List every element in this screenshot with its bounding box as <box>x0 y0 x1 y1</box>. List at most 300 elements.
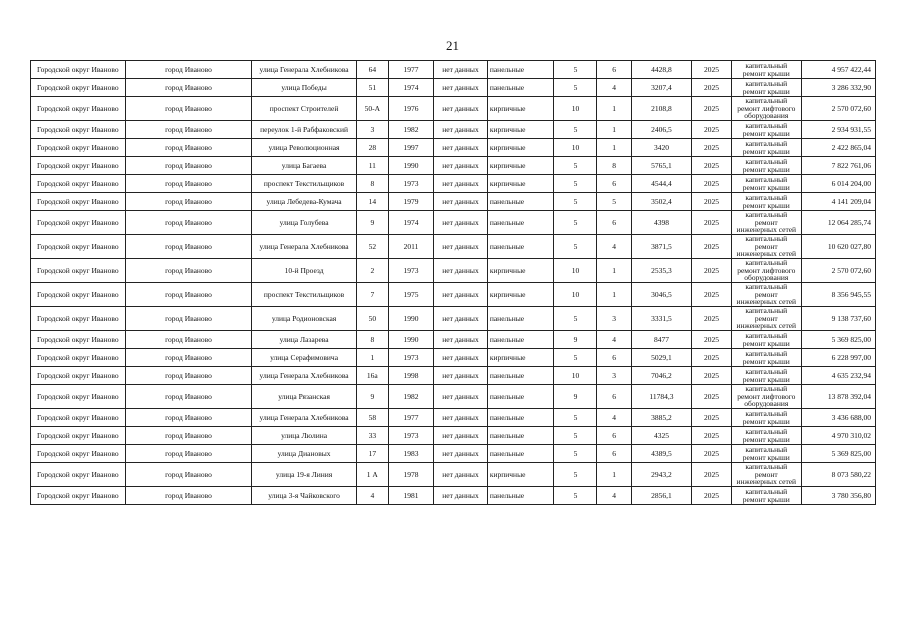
table-row <box>31 79 876 97</box>
page-number: 21 <box>446 38 459 53</box>
area-cell: 3420 <box>631 139 691 157</box>
street-cell: улица Багаева <box>252 157 356 175</box>
floors-cell: 10 <box>554 259 597 283</box>
area-cell: 3502,4 <box>631 193 691 211</box>
wall-material-cell: панельные <box>487 61 554 79</box>
table-row <box>31 463 876 487</box>
cost-cell: 8 073 580,22 <box>801 463 875 487</box>
street-cell: улица Революционная <box>252 139 356 157</box>
area-cell: 7046,2 <box>631 367 691 385</box>
entrances-cell: 4 <box>597 487 631 505</box>
work-type-cell: капитальный ремонт крыши <box>731 79 801 97</box>
house-number-cell: 64 <box>356 61 388 79</box>
work-type-cell: капитальный ремонт крыши <box>731 349 801 367</box>
wall-material-cell: панельные <box>487 331 554 349</box>
floors-cell: 5 <box>554 193 597 211</box>
commissioning-cell: нет данных <box>434 367 488 385</box>
cost-cell: 2 934 931,55 <box>801 121 875 139</box>
year-built-cell: 1990 <box>388 307 433 331</box>
street-cell: улица 19-я Линия <box>252 463 356 487</box>
municipality-cell: Городской округ Иваново <box>31 463 126 487</box>
entrances-cell: 1 <box>597 97 631 121</box>
table-row <box>31 307 876 331</box>
work-type-cell: капитальный ремонт крыши <box>731 157 801 175</box>
house-number-cell: 14 <box>356 193 388 211</box>
entrances-cell: 3 <box>597 367 631 385</box>
wall-material-cell: кирпичные <box>487 157 554 175</box>
municipality-cell: Городской округ Иваново <box>31 283 126 307</box>
commissioning-cell: нет данных <box>434 61 488 79</box>
street-cell: улица Генерала Хлебникова <box>252 235 356 259</box>
entrances-cell: 6 <box>597 175 631 193</box>
house-number-cell: 1 <box>356 349 388 367</box>
floors-cell: 5 <box>554 409 597 427</box>
entrances-cell: 4 <box>597 331 631 349</box>
table-body <box>31 61 876 505</box>
settlement-cell: город Иваново <box>125 175 252 193</box>
settlement-cell: город Иваново <box>125 331 252 349</box>
work-type-cell: капитальный ремонт лифтового оборудования <box>731 385 801 409</box>
floors-cell: 5 <box>554 211 597 235</box>
wall-material-cell: панельные <box>487 211 554 235</box>
cost-cell: 4 957 422,44 <box>801 61 875 79</box>
year-built-cell: 1979 <box>388 193 433 211</box>
plan-year-cell: 2025 <box>692 157 732 175</box>
wall-material-cell: кирпичные <box>487 97 554 121</box>
street-cell: улица Генерала Хлебникова <box>252 367 356 385</box>
street-cell: улица Генерала Хлебникова <box>252 409 356 427</box>
work-type-cell: капитальный ремонт крыши <box>731 487 801 505</box>
commissioning-cell: нет данных <box>434 97 488 121</box>
wall-material-cell: кирпичные <box>487 463 554 487</box>
municipality-cell: Городской округ Иваново <box>31 385 126 409</box>
work-type-cell: капитальный ремонт лифтового оборудования <box>731 97 801 121</box>
municipality-cell: Городской округ Иваново <box>31 445 126 463</box>
plan-year-cell: 2025 <box>692 427 732 445</box>
cost-cell: 6 014 204,00 <box>801 175 875 193</box>
street-cell: улица Голубева <box>252 211 356 235</box>
wall-material-cell: кирпичные <box>487 349 554 367</box>
area-cell: 3207,4 <box>631 79 691 97</box>
table-row <box>31 283 876 307</box>
wall-material-cell: панельные <box>487 409 554 427</box>
cost-cell: 8 356 945,55 <box>801 283 875 307</box>
street-cell: 10-й Проезд <box>252 259 356 283</box>
entrances-cell: 6 <box>597 427 631 445</box>
commissioning-cell: нет данных <box>434 193 488 211</box>
wall-material-cell: панельные <box>487 385 554 409</box>
work-type-cell: капитальный ремонт крыши <box>731 193 801 211</box>
area-cell: 2406,5 <box>631 121 691 139</box>
street-cell: переулок 1-й Рабфаковский <box>252 121 356 139</box>
work-type-cell: капитальный ремонт крыши <box>731 367 801 385</box>
house-number-cell: 1 А <box>356 463 388 487</box>
area-cell: 3046,5 <box>631 283 691 307</box>
settlement-cell: город Иваново <box>125 193 252 211</box>
street-cell: проспект Текстильщиков <box>252 175 356 193</box>
municipality-cell: Городской округ Иваново <box>31 97 126 121</box>
municipality-cell: Городской округ Иваново <box>31 193 126 211</box>
area-cell: 2856,1 <box>631 487 691 505</box>
street-cell: улица Победы <box>252 79 356 97</box>
year-built-cell: 1977 <box>388 61 433 79</box>
work-type-cell: капитальный ремонт крыши <box>731 427 801 445</box>
wall-material-cell: кирпичные <box>487 121 554 139</box>
floors-cell: 5 <box>554 349 597 367</box>
area-cell: 2108,8 <box>631 97 691 121</box>
municipality-cell: Городской округ Иваново <box>31 367 126 385</box>
cost-cell: 2 422 865,04 <box>801 139 875 157</box>
house-number-cell: 7 <box>356 283 388 307</box>
cost-cell: 3 436 688,00 <box>801 409 875 427</box>
area-cell: 4544,4 <box>631 175 691 193</box>
work-type-cell: капитальный ремонт крыши <box>731 121 801 139</box>
street-cell: улица Люлина <box>252 427 356 445</box>
year-built-cell: 1974 <box>388 79 433 97</box>
table-row <box>31 211 876 235</box>
municipality-cell: Городской округ Иваново <box>31 331 126 349</box>
wall-material-cell: панельные <box>487 487 554 505</box>
work-type-cell: капитальный ремонт инженерных сетей <box>731 235 801 259</box>
table-row <box>31 409 876 427</box>
work-type-cell: капитальный ремонт инженерных сетей <box>731 463 801 487</box>
floors-cell: 5 <box>554 487 597 505</box>
year-built-cell: 1990 <box>388 157 433 175</box>
floors-cell: 5 <box>554 175 597 193</box>
cost-cell: 3 286 332,90 <box>801 79 875 97</box>
work-type-cell: капитальный ремонт инженерных сетей <box>731 283 801 307</box>
entrances-cell: 1 <box>597 463 631 487</box>
plan-year-cell: 2025 <box>692 307 732 331</box>
settlement-cell: город Иваново <box>125 157 252 175</box>
wall-material-cell: панельные <box>487 445 554 463</box>
settlement-cell: город Иваново <box>125 427 252 445</box>
settlement-cell: город Иваново <box>125 235 252 259</box>
year-built-cell: 1974 <box>388 211 433 235</box>
floors-cell: 5 <box>554 445 597 463</box>
plan-year-cell: 2025 <box>692 331 732 349</box>
wall-material-cell: панельные <box>487 427 554 445</box>
year-built-cell: 2011 <box>388 235 433 259</box>
year-built-cell: 1978 <box>388 463 433 487</box>
street-cell: улица Диановых <box>252 445 356 463</box>
year-built-cell: 1973 <box>388 349 433 367</box>
house-number-cell: 8 <box>356 331 388 349</box>
area-cell: 5029,1 <box>631 349 691 367</box>
commissioning-cell: нет данных <box>434 487 488 505</box>
cost-cell: 4 970 310,02 <box>801 427 875 445</box>
entrances-cell: 1 <box>597 139 631 157</box>
municipality-cell: Городской округ Иваново <box>31 175 126 193</box>
table-row <box>31 139 876 157</box>
entrances-cell: 6 <box>597 211 631 235</box>
cost-cell: 9 138 737,60 <box>801 307 875 331</box>
street-cell: улица Серафимовича <box>252 349 356 367</box>
municipality-cell: Городской округ Иваново <box>31 211 126 235</box>
plan-year-cell: 2025 <box>692 61 732 79</box>
municipality-cell: Городской округ Иваново <box>31 349 126 367</box>
commissioning-cell: нет данных <box>434 283 488 307</box>
wall-material-cell: кирпичные <box>487 175 554 193</box>
house-number-cell: 50-А <box>356 97 388 121</box>
year-built-cell: 1982 <box>388 121 433 139</box>
entrances-cell: 1 <box>597 121 631 139</box>
cost-cell: 12 064 285,74 <box>801 211 875 235</box>
house-number-cell: 58 <box>356 409 388 427</box>
plan-year-cell: 2025 <box>692 463 732 487</box>
municipality-cell: Городской округ Иваново <box>31 157 126 175</box>
work-type-cell: капитальный ремонт лифтового оборудования <box>731 259 801 283</box>
municipality-cell: Городской округ Иваново <box>31 235 126 259</box>
plan-year-cell: 2025 <box>692 235 732 259</box>
settlement-cell: город Иваново <box>125 385 252 409</box>
area-cell: 4325 <box>631 427 691 445</box>
settlement-cell: город Иваново <box>125 307 252 331</box>
settlement-cell: город Иваново <box>125 463 252 487</box>
table-row <box>31 193 876 211</box>
work-type-cell: капитальный ремонт крыши <box>731 139 801 157</box>
street-cell: улица 3-я Чайковского <box>252 487 356 505</box>
commissioning-cell: нет данных <box>434 349 488 367</box>
table-row <box>31 61 876 79</box>
cost-cell: 4 141 209,04 <box>801 193 875 211</box>
work-type-cell: капитальный ремонт крыши <box>731 331 801 349</box>
entrances-cell: 1 <box>597 259 631 283</box>
street-cell: улица Лебедева-Кумача <box>252 193 356 211</box>
floors-cell: 5 <box>554 79 597 97</box>
settlement-cell: город Иваново <box>125 409 252 427</box>
street-cell: улица Генерала Хлебникова <box>252 61 356 79</box>
house-number-cell: 52 <box>356 235 388 259</box>
table-row <box>31 121 876 139</box>
year-built-cell: 1997 <box>388 139 433 157</box>
table-row <box>31 157 876 175</box>
commissioning-cell: нет данных <box>434 139 488 157</box>
house-number-cell: 4 <box>356 487 388 505</box>
floors-cell: 5 <box>554 235 597 259</box>
plan-year-cell: 2025 <box>692 385 732 409</box>
year-built-cell: 1983 <box>388 445 433 463</box>
wall-material-cell: панельные <box>487 367 554 385</box>
settlement-cell: город Иваново <box>125 139 252 157</box>
commissioning-cell: нет данных <box>434 331 488 349</box>
work-type-cell: капитальный ремонт крыши <box>731 445 801 463</box>
floors-cell: 10 <box>554 367 597 385</box>
floors-cell: 5 <box>554 61 597 79</box>
year-built-cell: 1973 <box>388 175 433 193</box>
wall-material-cell: кирпичные <box>487 259 554 283</box>
street-cell: улица Родионовская <box>252 307 356 331</box>
cost-cell: 7 822 761,06 <box>801 157 875 175</box>
house-number-cell: 8 <box>356 175 388 193</box>
wall-material-cell: панельные <box>487 307 554 331</box>
entrances-cell: 6 <box>597 349 631 367</box>
table-row <box>31 427 876 445</box>
municipality-cell: Городской округ Иваново <box>31 487 126 505</box>
table-row <box>31 445 876 463</box>
house-number-cell: 9 <box>356 211 388 235</box>
house-number-cell: 2 <box>356 259 388 283</box>
commissioning-cell: нет данных <box>434 259 488 283</box>
plan-year-cell: 2025 <box>692 409 732 427</box>
area-cell: 2535,3 <box>631 259 691 283</box>
area-cell: 4389,5 <box>631 445 691 463</box>
street-cell: проспект Текстильщиков <box>252 283 356 307</box>
area-cell: 5765,1 <box>631 157 691 175</box>
entrances-cell: 4 <box>597 235 631 259</box>
house-number-cell: 51 <box>356 79 388 97</box>
entrances-cell: 4 <box>597 409 631 427</box>
house-number-cell: 33 <box>356 427 388 445</box>
work-type-cell: капитальный ремонт крыши <box>731 409 801 427</box>
entrances-cell: 6 <box>597 385 631 409</box>
entrances-cell: 4 <box>597 79 631 97</box>
commissioning-cell: нет данных <box>434 175 488 193</box>
cost-cell: 2 570 072,60 <box>801 97 875 121</box>
plan-year-cell: 2025 <box>692 445 732 463</box>
house-number-cell: 50 <box>356 307 388 331</box>
settlement-cell: город Иваново <box>125 259 252 283</box>
settlement-cell: город Иваново <box>125 445 252 463</box>
cost-cell: 6 228 997,00 <box>801 349 875 367</box>
floors-cell: 5 <box>554 307 597 331</box>
table-row <box>31 97 876 121</box>
plan-year-cell: 2025 <box>692 211 732 235</box>
floors-cell: 9 <box>554 331 597 349</box>
entrances-cell: 5 <box>597 193 631 211</box>
floors-cell: 10 <box>554 283 597 307</box>
commissioning-cell: нет данных <box>434 157 488 175</box>
commissioning-cell: нет данных <box>434 235 488 259</box>
table-row <box>31 259 876 283</box>
commissioning-cell: нет данных <box>434 385 488 409</box>
area-cell: 11784,3 <box>631 385 691 409</box>
wall-material-cell: панельные <box>487 193 554 211</box>
floors-cell: 5 <box>554 121 597 139</box>
wall-material-cell: кирпичные <box>487 139 554 157</box>
year-built-cell: 1977 <box>388 409 433 427</box>
plan-year-cell: 2025 <box>692 259 732 283</box>
table-row <box>31 385 876 409</box>
table-row <box>31 349 876 367</box>
floors-cell: 5 <box>554 463 597 487</box>
work-type-cell: капитальный ремонт инженерных сетей <box>731 211 801 235</box>
municipality-cell: Городской округ Иваново <box>31 139 126 157</box>
commissioning-cell: нет данных <box>434 211 488 235</box>
municipality-cell: Городской округ Иваново <box>31 121 126 139</box>
floors-cell: 9 <box>554 385 597 409</box>
municipality-cell: Городской округ Иваново <box>31 79 126 97</box>
plan-year-cell: 2025 <box>692 283 732 307</box>
settlement-cell: город Иваново <box>125 121 252 139</box>
floors-cell: 10 <box>554 97 597 121</box>
entrances-cell: 1 <box>597 283 631 307</box>
table-row <box>31 235 876 259</box>
commissioning-cell: нет данных <box>434 463 488 487</box>
plan-year-cell: 2025 <box>692 97 732 121</box>
wall-material-cell: панельные <box>487 79 554 97</box>
municipality-cell: Городской округ Иваново <box>31 259 126 283</box>
plan-year-cell: 2025 <box>692 193 732 211</box>
area-cell: 3885,2 <box>631 409 691 427</box>
cost-cell: 2 570 072,60 <box>801 259 875 283</box>
plan-year-cell: 2025 <box>692 349 732 367</box>
work-type-cell: капитальный ремонт инженерных сетей <box>731 307 801 331</box>
year-built-cell: 1976 <box>388 97 433 121</box>
house-number-cell: 28 <box>356 139 388 157</box>
cost-cell: 5 369 825,00 <box>801 331 875 349</box>
area-cell: 3331,5 <box>631 307 691 331</box>
house-number-cell: 17 <box>356 445 388 463</box>
settlement-cell: город Иваново <box>125 283 252 307</box>
year-built-cell: 1982 <box>388 385 433 409</box>
year-built-cell: 1998 <box>388 367 433 385</box>
cost-cell: 10 620 027,80 <box>801 235 875 259</box>
area-cell: 8477 <box>631 331 691 349</box>
floors-cell: 5 <box>554 427 597 445</box>
cost-cell: 4 635 232,94 <box>801 367 875 385</box>
municipality-cell: Городской округ Иваново <box>31 61 126 79</box>
housing-repair-table <box>30 60 876 505</box>
plan-year-cell: 2025 <box>692 175 732 193</box>
table-row <box>31 367 876 385</box>
wall-material-cell: панельные <box>487 235 554 259</box>
cost-cell: 13 878 392,04 <box>801 385 875 409</box>
area-cell: 4398 <box>631 211 691 235</box>
entrances-cell: 3 <box>597 307 631 331</box>
settlement-cell: город Иваново <box>125 97 252 121</box>
year-built-cell: 1973 <box>388 259 433 283</box>
plan-year-cell: 2025 <box>692 79 732 97</box>
settlement-cell: город Иваново <box>125 487 252 505</box>
area-cell: 4428,8 <box>631 61 691 79</box>
table-row <box>31 331 876 349</box>
year-built-cell: 1981 <box>388 487 433 505</box>
plan-year-cell: 2025 <box>692 121 732 139</box>
floors-cell: 10 <box>554 139 597 157</box>
municipality-cell: Городской округ Иваново <box>31 409 126 427</box>
commissioning-cell: нет данных <box>434 121 488 139</box>
entrances-cell: 6 <box>597 445 631 463</box>
plan-year-cell: 2025 <box>692 487 732 505</box>
entrances-cell: 8 <box>597 157 631 175</box>
work-type-cell: капитальный ремонт крыши <box>731 175 801 193</box>
street-cell: проспект Строителей <box>252 97 356 121</box>
street-cell: улица Лазарева <box>252 331 356 349</box>
entrances-cell: 6 <box>597 61 631 79</box>
year-built-cell: 1973 <box>388 427 433 445</box>
table-row <box>31 487 876 505</box>
cost-cell: 5 369 825,00 <box>801 445 875 463</box>
plan-year-cell: 2025 <box>692 367 732 385</box>
commissioning-cell: нет данных <box>434 445 488 463</box>
municipality-cell: Городской округ Иваново <box>31 427 126 445</box>
settlement-cell: город Иваново <box>125 79 252 97</box>
commissioning-cell: нет данных <box>434 409 488 427</box>
municipality-cell: Городской округ Иваново <box>31 307 126 331</box>
settlement-cell: город Иваново <box>125 211 252 235</box>
year-built-cell: 1990 <box>388 331 433 349</box>
year-built-cell: 1975 <box>388 283 433 307</box>
plan-year-cell: 2025 <box>692 139 732 157</box>
work-type-cell: капитальный ремонт крыши <box>731 61 801 79</box>
commissioning-cell: нет данных <box>434 79 488 97</box>
table-row <box>31 175 876 193</box>
house-number-cell: 9 <box>356 385 388 409</box>
commissioning-cell: нет данных <box>434 307 488 331</box>
settlement-cell: город Иваново <box>125 349 252 367</box>
area-cell: 2943,2 <box>631 463 691 487</box>
